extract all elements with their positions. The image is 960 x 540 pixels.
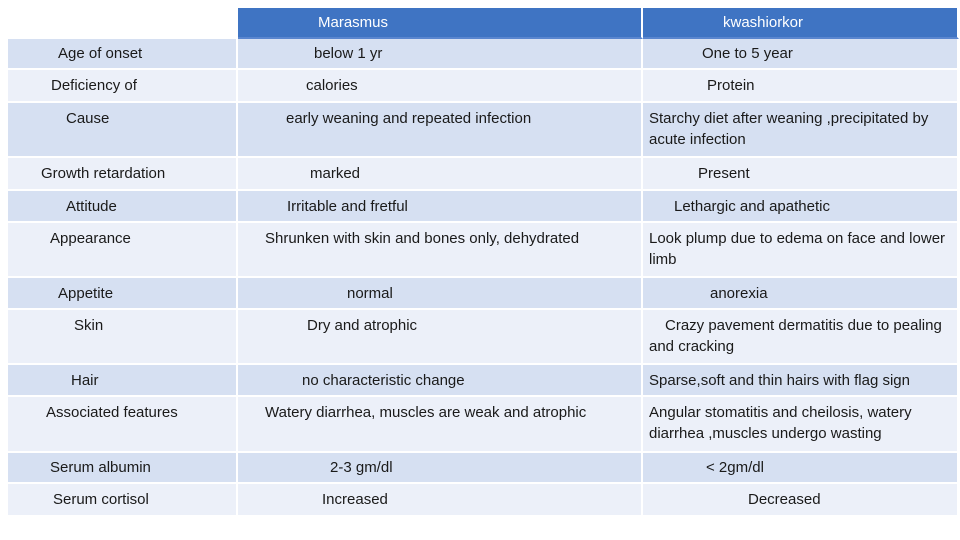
table-row <box>8 39 959 70</box>
row-label: Appetite <box>58 285 114 302</box>
row-label-cell <box>8 484 238 517</box>
row-label: Appearance <box>50 230 131 247</box>
kwashiorkor-cell <box>643 39 959 70</box>
row-label: Deficiency of <box>51 77 137 94</box>
marasmus-value: no characteristic change <box>302 372 465 389</box>
kwashiorkor-cell <box>643 310 959 365</box>
kwashiorkor-cell <box>643 365 959 397</box>
table-row <box>8 484 959 517</box>
row-label: Associated features <box>46 404 178 421</box>
marasmus-cell <box>238 70 643 103</box>
kwashiorkor-cell <box>643 158 959 191</box>
marasmus-value: below 1 yr <box>314 45 383 62</box>
row-label-cell <box>8 365 238 397</box>
kwashiorkor-cell <box>643 223 959 278</box>
row-label-cell <box>8 70 238 103</box>
header-cell-kwashiorkor <box>643 8 959 39</box>
kwashiorkor-value: Look plump due to edema on face and lower limb <box>649 230 946 268</box>
kwashiorkor-value: Present <box>698 165 750 182</box>
table-row <box>8 365 959 397</box>
kwashiorkor-cell <box>643 278 959 310</box>
row-label: Skin <box>74 317 104 334</box>
row-label: Growth retardation <box>41 165 166 182</box>
row-label-cell <box>8 191 238 223</box>
kwashiorkor-cell <box>643 70 959 103</box>
marasmus-cell <box>238 158 643 191</box>
row-label-cell <box>8 453 238 484</box>
row-label-cell <box>8 278 238 310</box>
marasmus-value: calories <box>306 77 358 94</box>
row-label-cell <box>8 223 238 278</box>
marasmus-cell <box>238 103 643 158</box>
row-label: Cause <box>66 110 110 127</box>
marasmus-cell <box>238 365 643 397</box>
kwashiorkor-cell <box>643 484 959 517</box>
marasmus-cell <box>238 397 643 453</box>
marasmus-value: marked <box>310 165 361 182</box>
kwashiorkor-value: < 2gm/dl <box>706 459 764 476</box>
kwashiorkor-cell <box>643 453 959 484</box>
table-row <box>8 191 959 223</box>
marasmus-cell <box>238 310 643 365</box>
table-row <box>8 70 959 103</box>
marasmus-cell <box>238 278 643 310</box>
marasmus-value: Dry and atrophic <box>307 317 418 334</box>
kwashiorkor-value: Starchy diet after weaning ,precipitated by acute infection <box>649 110 929 148</box>
marasmus-cell <box>238 39 643 70</box>
header-label-marasmus: Marasmus <box>318 14 389 31</box>
row-label-cell <box>8 310 238 365</box>
kwashiorkor-cell <box>643 397 959 453</box>
marasmus-value: early weaning and repeated infection <box>286 110 532 127</box>
marasmus-value: 2-3 gm/dl <box>330 459 393 476</box>
marasmus-value: normal <box>347 285 393 302</box>
kwashiorkor-value: Protein <box>707 77 755 94</box>
kwashiorkor-value: Decreased <box>748 491 821 508</box>
kwashiorkor-cell <box>643 191 959 223</box>
row-label-cell <box>8 39 238 70</box>
kwashiorkor-value: One to 5 year <box>702 45 793 62</box>
kwashiorkor-value: Sparse,soft and thin hairs with flag sign <box>649 372 910 389</box>
marasmus-cell <box>238 223 643 278</box>
kwashiorkor-value: Angular stomatitis and cheilosis, watery diarrhea ,muscles undergo wasting <box>649 404 912 442</box>
table-row <box>8 310 959 365</box>
kwashiorkor-value: anorexia <box>710 285 768 302</box>
table-row <box>8 397 959 453</box>
kwashiorkor-value: Crazy pavement dermatitis due to pealing and cracking <box>649 317 942 355</box>
header-label-kwashiorkor: kwashiorkor <box>723 14 804 31</box>
marasmus-cell <box>238 191 643 223</box>
row-label: Hair <box>71 372 99 389</box>
table-row <box>8 103 959 158</box>
header-cell-marasmus <box>238 8 643 39</box>
header-empty-cell <box>8 8 238 39</box>
row-label-cell <box>8 158 238 191</box>
table-row <box>8 223 959 278</box>
marasmus-cell <box>238 484 643 517</box>
kwashiorkor-value: Lethargic and apathetic <box>674 198 830 215</box>
table-row <box>8 158 959 191</box>
marasmus-value: Shrunken with skin and bones only, dehydrated <box>265 230 580 247</box>
marasmus-value: Increased <box>322 491 388 508</box>
table-row <box>8 453 959 484</box>
row-label-cell <box>8 103 238 158</box>
table-header-row <box>8 8 959 39</box>
comparison-table <box>8 8 959 517</box>
marasmus-cell <box>238 453 643 484</box>
kwashiorkor-cell <box>643 103 959 158</box>
table-row <box>8 278 959 310</box>
row-label: Serum albumin <box>50 459 151 476</box>
marasmus-value: Irritable and fretful <box>287 198 408 215</box>
row-label: Age of onset <box>58 45 143 62</box>
row-label: Serum cortisol <box>53 491 149 508</box>
row-label: Attitude <box>66 198 117 215</box>
row-label-cell <box>8 397 238 453</box>
marasmus-value: Watery diarrhea, muscles are weak and atrophic <box>265 404 587 421</box>
